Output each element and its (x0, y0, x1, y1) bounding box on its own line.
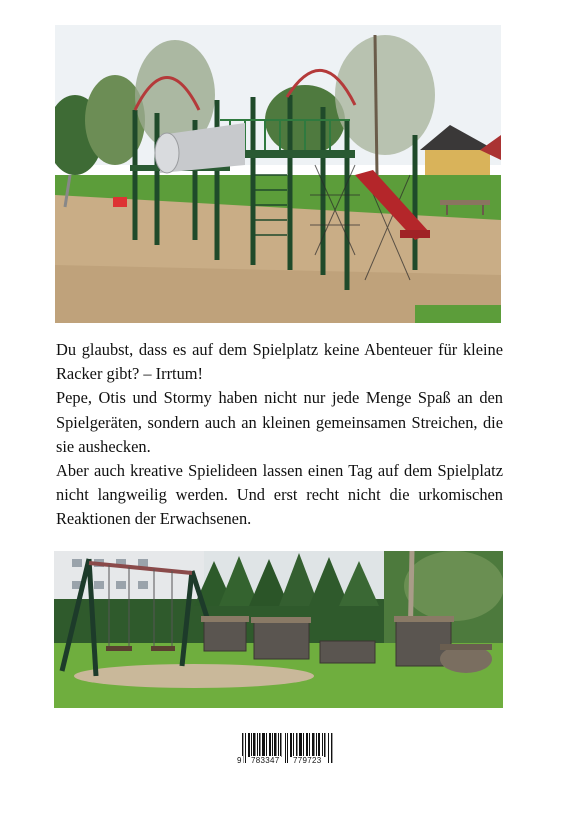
barcode-lead-digit: 9 (237, 756, 242, 765)
blurb-paragraph-1: Du glaubst, dass es auf dem Spielplatz keine Abenteuer für kleine Racker gibt? – Irrtum! (56, 340, 503, 384)
barcode-group-2: 779723 (293, 756, 322, 765)
back-cover-blurb (56, 338, 503, 532)
barcode-group-1: 783347 (251, 756, 280, 765)
photo-swings-and-train (54, 551, 503, 708)
photo-playground-climbing-frame (55, 25, 501, 323)
blurb-paragraph-2: Pepe, Otis und Stormy haben nicht nur jede Menge Spaß an den Spielgeräten, sondern auch an kleinen gemeinsamen Streichen, die sie aushecken. (56, 388, 503, 456)
blurb-paragraph-3: Aber auch kreative Spielideen lassen einen Tag auf dem Spielplatz nicht langweilig werden. Und erst recht nicht die urkomischen Reaktionen der Erwachsenen. (56, 461, 503, 529)
